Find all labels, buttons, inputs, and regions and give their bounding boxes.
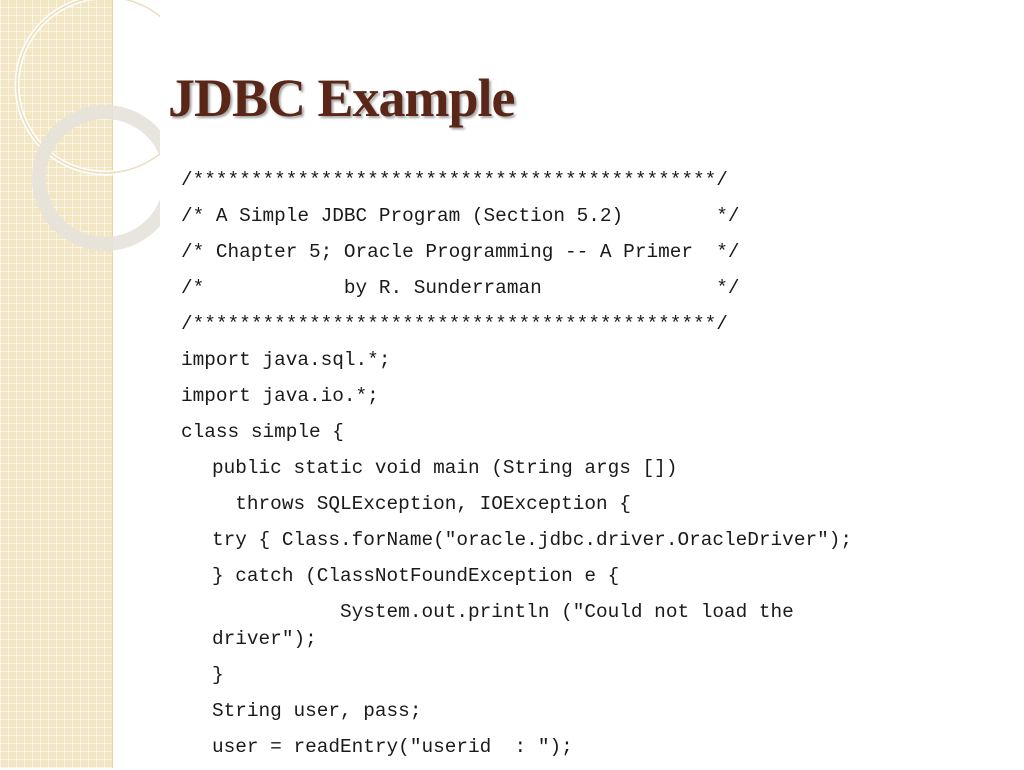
code-line: String user, pass; [212, 700, 422, 722]
decorative-rings [0, 0, 160, 280]
code-line: import java.io.*; [181, 385, 379, 407]
code-line: /*********************************************/ [181, 169, 728, 191]
code-line: /* Chapter 5; Oracle Programming -- A Primer */ [181, 241, 740, 263]
code-line-part: System.out.println ("Could not load the [212, 601, 794, 623]
code-line: throws SQLException, IOException { [212, 493, 631, 515]
code-line-part: driver"); [212, 628, 317, 650]
slide-title: JDBC Example [168, 68, 515, 128]
code-line: user = readEntry("userid : "); [212, 736, 573, 758]
code-line: /* by R. Sunderraman */ [181, 277, 740, 299]
code-line-wrapped [181, 599, 1001, 653]
code-line: class simple { [181, 421, 344, 443]
code-line: /*********************************************/ [181, 313, 728, 335]
code-line: public static void main (String args []) [212, 457, 678, 479]
code-line: import java.sql.*; [181, 349, 391, 371]
code-line: } [212, 664, 224, 686]
code-listing [181, 167, 1001, 770]
code-line: /* A Simple JDBC Program (Section 5.2) */ [181, 205, 740, 227]
code-line: try { Class.forName("oracle.jdbc.driver.OracleDriver"); [212, 529, 852, 551]
code-line: } catch (ClassNotFoundException e { [212, 565, 620, 587]
